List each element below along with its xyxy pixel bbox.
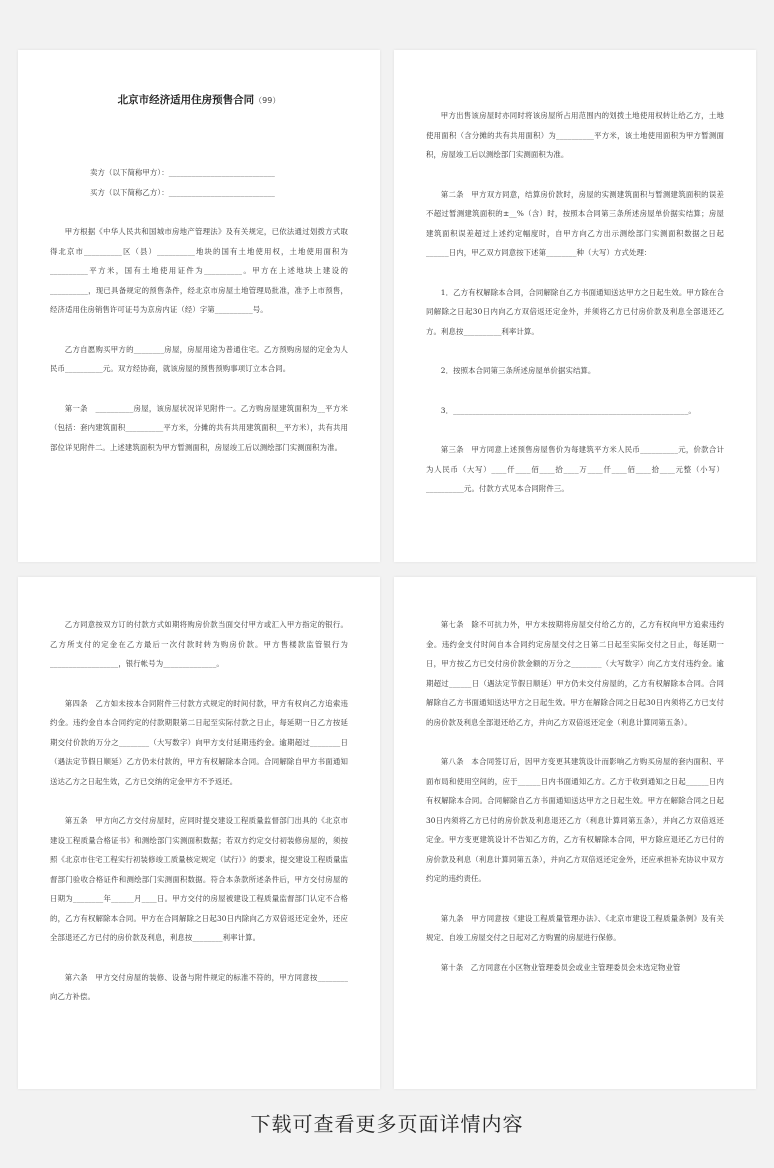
option-3: 3．______________________________________________________________。 [440,405,696,415]
article-8: 第八条 本合同签订后，因甲方变更其建筑设计而影响乙方购买房屋的套内面积、平面布局和使用空间的，应于______日内书面通知乙方。乙方于收到通知之日起______日内有权解除本合同。合同解除自乙方书面通知送达甲方之日起生效。甲方在解除合同之日起30日内须将乙方已付的房价款及利息退还乙方（利息计算同第五条），并向乙方双倍返还定金。甲方变更建筑设计不告知乙方的，乙方有权解除本合同，甲方除应退还乙方已付的房价款及利息（利息计算同第五条），并向乙方双倍返还定金外，还应承担补充协议中双方约定的违约责任。 [426,757,724,883]
contract-title [50,92,348,107]
article-1: 第一条 __________房屋，该房屋状况详见附件一。乙方购房屋建筑面积为__平方米（包括：套内建筑面积__________平方米，分摊的共有共用建筑面积__平方米），共有共用部位详见附件二。上述建筑面积为甲方暂测面积，房屋竣工后以测绘部门实测面积为准。 [50,403,348,452]
option-1: 1．乙方有权解除本合同，合同解除自乙方书面通知送达甲方之日起生效。甲方除在合同解除之日起30日内向乙方双倍返还定金外，并须将乙方已付房价款及利息全部退还乙方。利息按__________利率计算。 [426,287,724,336]
document-page-4 [394,577,756,1089]
article-5: 第五条 甲方向乙方交付房屋时，应同时提交建设工程质量监督部门出具的《北京市建设工程质量合格证书》和测绘部门实测面积数据；若双方约定交付初装修房屋的，须按照《北京市住宅工程实行初装修竣工质量核定规定（试行）》的要求，提交建设工程质量监督部门验收合格证件和测绘部门实测面积数据。符合本条款所述条件后，甲方交付房屋的日期为________年______月____日。甲方交付的房屋被建设工程质量监督部门认定不合格的，乙方有权解除本合同。甲方在合同解除之日起30日内除向乙方双倍返还定金外，还应全部退还乙方已付的房价款及利息，利息按________利率计算。 [50,816,348,942]
paragraph: 乙方自愿购买甲方的________房屋，房屋用途为普通住宅。乙方预购房屋的定金为人民币__________元。双方经协商，就该房屋的预售预购事项订立本合同。 [50,344,348,373]
document-page-3 [18,577,380,1089]
article-2: 第二条 甲方双方同意，结算房价款时，房屋的实测建筑面积与暂测建筑面积的误差不超过暂测建筑面积的±__%（含）时，按照本合同第三条所述房屋单价据实结算；房屋建筑面积误差超过上述约定幅度时，自甲方向乙方出示测绘部门实测面积数据之日起______日内，甲乙双方同意按下述第________种（大写）方式处理： [426,189,724,257]
article-10: 第十条 乙方同意在小区物业管理委员会或业主管理委员会未选定物业管 [440,962,681,972]
article-9: 第九条 甲方同意按《建设工程质量管理办法》、《北京市建设工程质量条例》及有关规定、自竣工房屋交付之日起对乙方购置的房屋进行保修。 [426,913,724,942]
option-2: 2．按照本合同第三条所述房屋单价据实结算。 [440,366,596,375]
paragraph: 甲方根据《中华人民共和国城市房地产管理法》及有关规定，已依法通过划拨方式取得北京市__________区（县）__________地块的国有土地使用权，土地使用面积为__________平方米，国有土地使用证件为__________。甲方在上述地块上建设的__________，现已具备规定的预售条件，经北京市房屋土地管理局批准，准予上市预售，经济适用住房销售许可证号为京房内证（经）字第__________号。 [50,227,348,314]
article-3: 第三条 甲方同意上述预售房屋售价为每建筑平方米人民币__________元，价款合计为人民币（大写）____仟____佰____拾____万____仟____佰____拾____元整（小写）__________元。付款方式见本合同附件三。 [426,445,724,493]
paragraph: 乙方同意按双方订的付款方式如期将购房价款当面交付甲方或汇入甲方指定的银行。乙方所支付的定金在乙方最后一次付款时转为购房价款。甲方售楼款监管银行为__________________，银行帐号为______________。 [50,620,348,668]
article-7: 第七条 除不可抗力外，甲方未按期将房屋交付给乙方的，乙方有权向甲方追索违约金。违约金支付时间自本合同约定房屋交付之日第二日起至实际交付之日止，每延期一日，甲方按乙方已交付房价款金额的万分之________（大写数字）向乙方支付违约金。逾期超过______日（遇法定节假日顺延）甲方仍未交付房屋的，乙方有权解除本合同。合同解除自乙方书面通知送达甲方之日起生效。甲方在解除合同之日起30日内须将乙方已支付的房价款及利息全部退还给乙方，并向乙方双倍返还定金（利息计算同第五条）。 [426,620,724,727]
document-page-1 [18,50,380,562]
buyer-line: 买方（以下简称乙方）：____________________________ [90,187,275,197]
title-version: （99） [254,96,281,105]
download-prompt[interactable]: 下载可查看更多页面详情内容 [250,1112,524,1136]
seller-line: 卖方（以下简称甲方）：____________________________ [90,168,275,177]
title-text: 北京市经济适用住房预售合同 [117,94,255,106]
paragraph: 甲方出售该房屋时亦同时将该房屋所占用范围内的划拨土地使用权转让给乙方，土地使用面积（含分摊的共有共用面积）为__________平方米，该土地使用面积为甲方暂测面积，房屋竣工后以测绘部门实测面积为准。 [426,111,724,159]
article-4: 第四条 乙方如未按本合同附件三付款方式规定的时间付款，甲方有权向乙方追索违约金。违约金自本合同约定的付款期限第二日起至实际付款之日止，每延期一日乙方按延期交付价款的万分之________（大写数字）向甲方支付延期违约金。逾期超过________日（遇法定节假日顺延）乙方仍未付款的，甲方有权解除本合同。合同解除自甲方书面通知送达乙方之日起生效，乙方已交纳的定金甲方不予返还。 [50,698,348,786]
article-6: 第六条 甲方交付房屋的装修、设备与附件规定的标准不符的，甲方同意按________向乙方补偿。 [50,972,348,1001]
document-page-2 [394,50,756,562]
